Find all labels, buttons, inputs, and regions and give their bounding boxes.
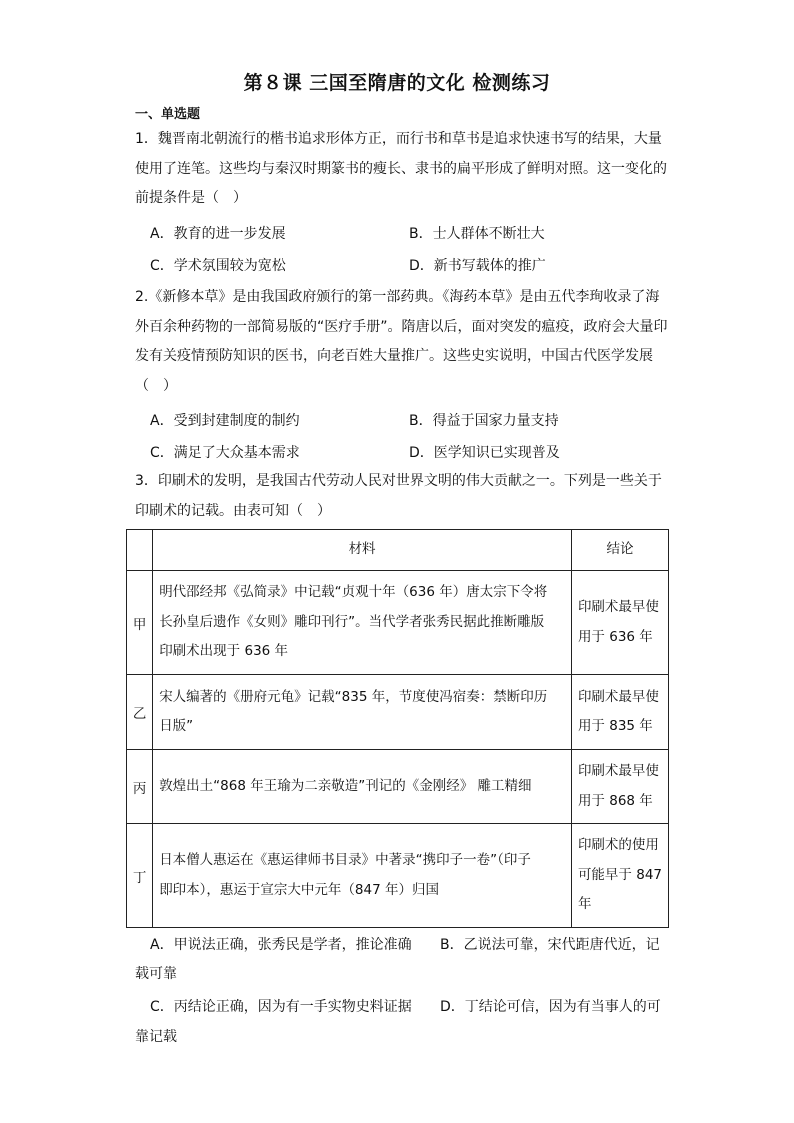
row-conclusion (571, 571, 668, 675)
material-line: 即印本），惠运于宣宗大中元年（847 年）归国 (159, 881, 439, 898)
row-material (153, 824, 572, 928)
table-row (127, 824, 669, 928)
table-row (127, 571, 669, 675)
question-1-option-a[interactable]: A．教育的进一步发展 (150, 226, 286, 242)
conclusion-line: 年 (577, 896, 592, 913)
question-1-option-d[interactable]: D．新书写载体的推广 (409, 258, 546, 274)
question-3-option-d[interactable]: D．丁结论可信，因为有当事人的可 (440, 999, 661, 1015)
question-2-line: 外百余种药物的一部简易版的“医疗手册”。隋唐以后，面对突发的瘟疫，政府会大量印 (135, 318, 668, 335)
page-title: 第８课 三国至隋唐的文化 检测练习 (243, 72, 551, 94)
material-line: 敦煌出土“868 年王瑜为二亲敬造”刊记的《金刚经》 雕工精细 (159, 777, 532, 794)
material-table (126, 529, 669, 928)
question-1-line: 使用了连笔。这些均与秦汉时期篆书的瘦长、隶书的扁平形成了鲜明对照。这一变化的 (135, 160, 667, 177)
question-3-option-a[interactable]: A．甲说法正确，张秀民是学者，推论准确 (150, 937, 412, 953)
question-3-line: 印刷术的记载。由表可知（ ） (135, 502, 331, 519)
conclusion-line: 印刷术的使用 (577, 837, 659, 854)
row-conclusion (571, 824, 668, 928)
row-conclusion (571, 675, 668, 750)
table-header-cell (127, 530, 153, 571)
row-label: 甲 (127, 571, 153, 675)
question-2-option-a[interactable]: A．受到封建制度的制约 (150, 413, 300, 429)
table-header-cell: 材料 (153, 530, 572, 571)
section-heading: 一、单选题 (135, 107, 201, 122)
conclusion-line: 用于 636 年 (577, 628, 653, 645)
row-label: 丁 (127, 824, 153, 928)
material-line: 日本僧人惠运在《惠运律师书目录》中著录“携印子一卷”（印子 (159, 852, 531, 868)
question-1-option-c[interactable]: C．学术氛围较为宽松 (150, 258, 286, 274)
question-1-line: 前提条件是（ ） (135, 190, 247, 206)
row-label: 丙 (127, 750, 153, 824)
question-3-option-b[interactable]: B．乙说法可靠，宋代距唐代近，记 (440, 937, 660, 953)
table-row (127, 675, 669, 750)
table-header-cell: 结论 (571, 530, 668, 571)
row-material (153, 750, 572, 824)
question-2-line: （ ） (135, 377, 177, 394)
question-3-stem (135, 467, 665, 526)
material-line: 长孙皇后遗作《女则》雕印刊行”。当代学者张秀民据此推断雕版 (159, 613, 545, 630)
question-2-stem (135, 283, 668, 401)
question-1-stem (135, 125, 665, 214)
question-2-line: 2.《新修本草》是由我国政府颁行的第一部药典。《海药本草》是由五代李珣收录了海 (135, 289, 660, 305)
conclusion-line: 用于 868 年 (577, 792, 653, 809)
material-line: 日版” (159, 718, 194, 734)
conclusion-line: 可能早于 847 (577, 866, 662, 883)
conclusion-line: 印刷术最早使 (577, 763, 659, 779)
question-3-option-d-continued[interactable]: 靠记载 (135, 1029, 177, 1045)
conclusion-line: 印刷术最早使 (577, 688, 659, 705)
row-conclusion (571, 750, 668, 824)
question-2-line: 发有关疫情预防知识的医书，向老百姓大量推广。这些史实说明，中国古代医学发展 (135, 348, 653, 364)
question-3-option-b-continued[interactable]: 载可靠 (135, 966, 177, 982)
material-line: 明代邵经邦《弘简录》中记载“贞观十年（636 年）唐太宗下令将 (159, 584, 548, 601)
question-2-option-b[interactable]: B．得益于国家力量支持 (409, 413, 559, 429)
question-2-option-d[interactable]: D．医学知识已实现普及 (409, 445, 560, 461)
table-row (127, 750, 669, 824)
question-3-option-c[interactable]: C．丙结论正确，因为有一手实物史料证据 (150, 999, 412, 1015)
conclusion-line: 印刷术最早使 (577, 599, 659, 615)
row-material (153, 675, 572, 750)
question-3-line: 3．印刷术的发明，是我国古代劳动人民对世界文明的伟大贡献之一。下列是一些关于 (135, 473, 662, 489)
material-line: 宋人编著的《册府元龟》记载“835 年，节度使冯宿奏：禁断印历 (159, 688, 548, 705)
row-label: 乙 (127, 675, 153, 750)
question-1-line: 1．魏晋南北朝流行的楷书追求形体方正，而行书和草书是追求快速书写的结果，大量 (135, 131, 662, 147)
conclusion-line: 用于 835 年 (577, 718, 653, 734)
table-header-row (127, 530, 669, 571)
material-line: 印刷术出现于 636 年 (159, 643, 289, 660)
question-1-option-b[interactable]: B．士人群体不断壮大 (409, 226, 545, 242)
question-2-option-c[interactable]: C．满足了大众基本需求 (150, 445, 300, 461)
row-material (153, 571, 572, 675)
